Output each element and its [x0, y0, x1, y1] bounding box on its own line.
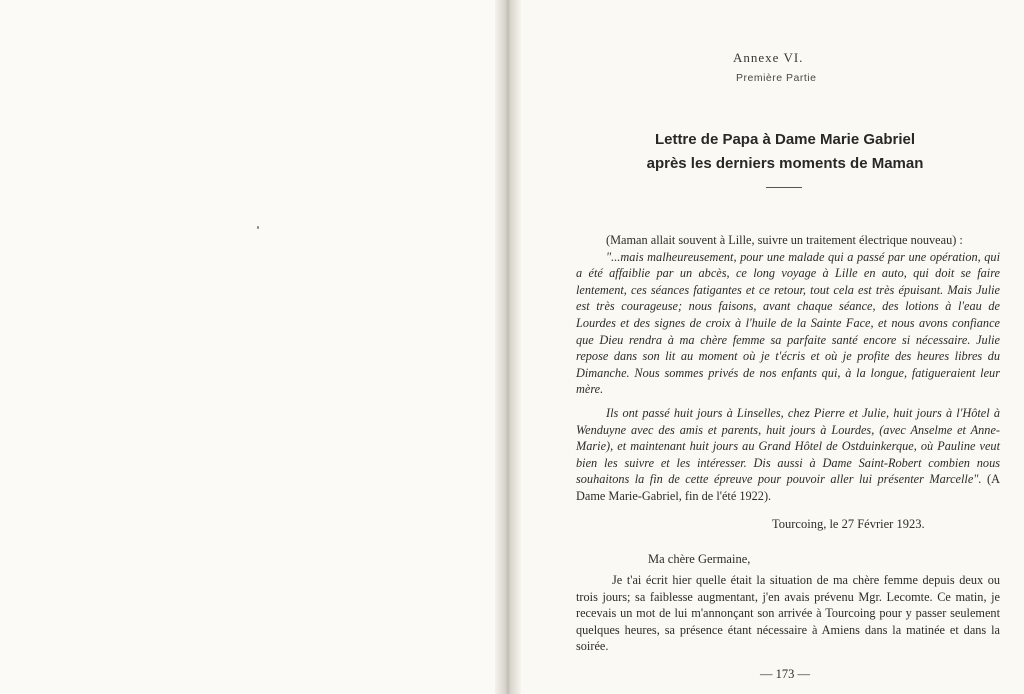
- greeting: Ma chère Germaine,: [648, 552, 751, 566]
- intro-lead: (Maman allait souvent à Lille, suivre un traitement électrique nouveau) :: [606, 233, 963, 247]
- intro-quote: "...mais malheureusement, pour une malade qui a passé par une opération, qui a été affaiblie par un abcès, ce long voyage à Lille en auto, qui doit se faire lentement, ces séances fatigantes et ce retour, tout cela est très épuisant. Mais Julie est très courageuse; nous faisons, avant chaque séance, des lotions à l'eau de Lourdes et des signes de croix à l'huile de la Sainte Face, et nous avons confiance que Dieu rendra à ma chère femme sa parfaite santé encore si nécessaire. Julie repose dans son lit au moment où je t'écris et où je profite des heures libres du Dimanche. Nous sommes privés de nos enfants qui, à la longue, fatigueraient leur mère.: [576, 249, 1000, 397]
- place-date: Tourcoing, le 27 Février 1923.: [772, 517, 925, 531]
- part-subheading: Première Partie: [736, 72, 817, 84]
- letter-body-block: [576, 572, 1000, 655]
- page-number: — 173 —: [760, 667, 810, 681]
- second-paragraph-attribution: (A Dame Marie-Gabriel, fin de l'été 1922).: [576, 472, 1000, 503]
- second-paragraph: [576, 405, 1000, 505]
- letter-body: Je t'ai écrit hier quelle était la situation de ma chère femme depuis deux ou trois jours; sa faiblesse augmentant, j'en avais prévenu Mgr. Lecomte. Ce matin, je recevais un mot de lui m'annonçant son arrivée à Tourcoing pour y passer seulement quelques heures, sa présence étant nécessaire à Amiens dans la matinée et dans la soirée.: [576, 573, 1000, 654]
- letter-title-line-1: Lettre de Papa à Dame Marie Gabriel: [654, 131, 916, 148]
- paper-speck: [257, 226, 259, 229]
- intro-block: [576, 232, 1000, 398]
- letter-title-line-2: après les derniers moments de Maman: [646, 155, 924, 172]
- second-paragraph-italic: Ils ont passé huit jours à Linselles, chez Pierre et Julie, huit jours à l'Hôtel à Wenduyne avec des amis et parents, huit jours à Lourdes, (avec Anselme et Anne-Marie), et maintenant huit jours au Grand Hôtel de Ostduinkerque, où Pauline veut bien les suivre et les intéresser. Dis aussi à Dame Saint-Robert combien nous souhaitons la fin de cette épreuve pour pouvoir aller lui présenter Marcelle".: [576, 406, 1000, 487]
- left-page-blank: [0, 0, 505, 694]
- book-gutter: [495, 0, 521, 694]
- annex-heading: Annexe VI.: [733, 50, 804, 65]
- second-paragraph-text: [576, 405, 1000, 505]
- title-rule: [766, 187, 802, 188]
